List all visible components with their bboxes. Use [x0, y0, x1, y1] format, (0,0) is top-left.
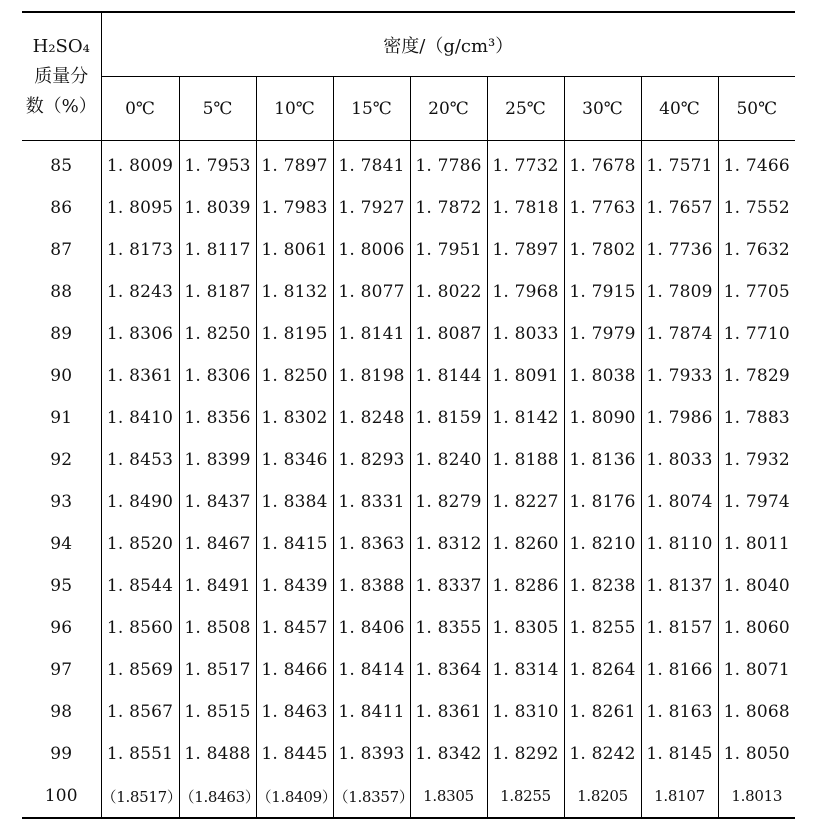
temperature-header: 40℃ [641, 77, 718, 141]
density-cell: 1. 8410 [101, 397, 179, 439]
density-cell: 1. 8264 [564, 649, 641, 691]
table-row [22, 481, 795, 523]
table-row [22, 397, 795, 439]
density-cell: 1. 8238 [564, 565, 641, 607]
density-cell: 1. 8142 [487, 397, 564, 439]
density-cell: 1. 8176 [564, 481, 641, 523]
density-cell: 1. 8137 [641, 565, 718, 607]
density-cell: 1. 8439 [256, 565, 333, 607]
table-row [22, 775, 795, 818]
density-cell: 1. 8248 [333, 397, 410, 439]
concentration-cell: 99 [50, 744, 73, 764]
density-cell: 1. 8038 [564, 355, 641, 397]
concentration-cell: 92 [50, 450, 73, 470]
density-cell: 1. 8210 [564, 523, 641, 565]
density-cell: 1. 8415 [256, 523, 333, 565]
density-cell: 1. 7552 [718, 187, 795, 229]
density-cell: 1. 8061 [256, 229, 333, 271]
density-cell: 1. 8117 [179, 229, 256, 271]
density-cell: 1.8013 [718, 775, 795, 818]
temperature-header: 5℃ [179, 77, 256, 141]
density-cell: 1. 7953 [179, 141, 256, 188]
density-cell: 1. 8361 [101, 355, 179, 397]
density-cell: 1. 8399 [179, 439, 256, 481]
density-cell: 1. 7732 [487, 141, 564, 188]
density-cell: 1. 8243 [101, 271, 179, 313]
table-row [22, 565, 795, 607]
density-cell: 1. 8306 [101, 313, 179, 355]
density-cell: 1. 8110 [641, 523, 718, 565]
density-cell: 1. 8145 [641, 733, 718, 775]
concentration-cell: 95 [50, 576, 73, 596]
temperature-header: 10℃ [256, 77, 333, 141]
density-cell: （1.8463） [179, 775, 256, 818]
table-row [22, 313, 795, 355]
density-cell: 1. 8227 [487, 481, 564, 523]
concentration-cell: 91 [50, 408, 73, 428]
density-cell: 1. 8314 [487, 649, 564, 691]
density-cell: 1. 7710 [718, 313, 795, 355]
density-cell: 1. 7951 [410, 229, 487, 271]
temperature-header: 25℃ [487, 77, 564, 141]
corner-header [22, 12, 101, 141]
density-cell: 1. 8466 [256, 649, 333, 691]
density-cell: （1.8409） [256, 775, 333, 818]
density-title: 密度/（g/cm³） [101, 12, 795, 77]
concentration-cell: 85 [50, 156, 73, 176]
corner-line-2: 质量分 [34, 65, 89, 87]
concentration-cell: 100 [22, 775, 101, 818]
corner-line-1: H₂SO₄ [32, 35, 90, 57]
density-cell: 1.8205 [564, 775, 641, 818]
density-cell: 1. 8242 [564, 733, 641, 775]
table-row [22, 649, 795, 691]
table-row [22, 691, 795, 733]
density-cell: 1. 8567 [101, 691, 179, 733]
density-cell: 1. 7736 [641, 229, 718, 271]
density-cell: 1. 8074 [641, 481, 718, 523]
table-row [22, 355, 795, 397]
density-cell: 1. 8136 [564, 439, 641, 481]
density-cell: 1. 8411 [333, 691, 410, 733]
density-cell: 1. 8453 [101, 439, 179, 481]
density-cell: 1. 8544 [101, 565, 179, 607]
density-cell: 1. 7979 [564, 313, 641, 355]
density-cell: 1.8107 [641, 775, 718, 818]
density-cell: （1.8517） [101, 775, 179, 818]
temperature-header: 50℃ [718, 77, 795, 141]
density-cell: 1. 8132 [256, 271, 333, 313]
density-cell: 1. 8255 [564, 607, 641, 649]
density-cell: 1. 8356 [179, 397, 256, 439]
density-cell: 1. 8305 [487, 607, 564, 649]
concentration-cell: 93 [50, 492, 73, 512]
density-cell: 1. 8009 [101, 141, 179, 188]
table-row [22, 607, 795, 649]
table-row [22, 523, 795, 565]
density-cell: 1. 8437 [179, 481, 256, 523]
density-cell: 1. 8033 [641, 439, 718, 481]
density-cell: 1. 8384 [256, 481, 333, 523]
density-cell: 1. 8060 [718, 607, 795, 649]
density-cell: 1. 7927 [333, 187, 410, 229]
density-cell: 1. 7872 [410, 187, 487, 229]
concentration-cell: 94 [50, 534, 73, 554]
density-cell: 1. 7763 [564, 187, 641, 229]
density-cell: 1. 8077 [333, 271, 410, 313]
density-cell: 1. 8337 [410, 565, 487, 607]
density-cell: 1. 8095 [101, 187, 179, 229]
density-cell: 1. 8355 [410, 607, 487, 649]
density-cell: 1. 8011 [718, 523, 795, 565]
density-cell: 1. 8517 [179, 649, 256, 691]
density-cell: 1. 8163 [641, 691, 718, 733]
density-cell: 1. 8022 [410, 271, 487, 313]
density-cell: 1. 8463 [256, 691, 333, 733]
density-cell: 1. 8188 [487, 439, 564, 481]
concentration-cell: 96 [50, 618, 73, 638]
density-cell: 1. 8240 [410, 439, 487, 481]
density-cell: 1. 7932 [718, 439, 795, 481]
density-cell: 1. 8310 [487, 691, 564, 733]
density-cell: 1. 8050 [718, 733, 795, 775]
concentration-cell: 89 [50, 324, 73, 344]
density-cell: 1. 7705 [718, 271, 795, 313]
density-cell: 1. 8457 [256, 607, 333, 649]
density-cell: 1. 8388 [333, 565, 410, 607]
density-cell: 1. 8141 [333, 313, 410, 355]
temperature-header: 30℃ [564, 77, 641, 141]
density-cell: 1. 8157 [641, 607, 718, 649]
density-cell: 1. 8261 [564, 691, 641, 733]
density-cell: 1. 8364 [410, 649, 487, 691]
density-cell: 1. 8488 [179, 733, 256, 775]
density-cell: 1. 8491 [179, 565, 256, 607]
table-row [22, 187, 795, 229]
density-cell: 1. 8346 [256, 439, 333, 481]
density-cell: 1. 8363 [333, 523, 410, 565]
density-cell: 1. 8508 [179, 607, 256, 649]
density-cell: 1. 7632 [718, 229, 795, 271]
density-cell: 1. 7678 [564, 141, 641, 188]
concentration-cell: 90 [50, 366, 73, 386]
density-cell: 1. 8286 [487, 565, 564, 607]
corner-line-3: 数（%） [25, 95, 97, 117]
concentration-cell: 88 [50, 282, 73, 302]
density-cell: 1. 8312 [410, 523, 487, 565]
density-cell: 1. 7818 [487, 187, 564, 229]
density-cell: 1. 8331 [333, 481, 410, 523]
density-cell: 1. 7983 [256, 187, 333, 229]
density-cell: 1. 7829 [718, 355, 795, 397]
temperature-header: 0℃ [101, 77, 179, 141]
density-cell: 1. 7571 [641, 141, 718, 188]
density-cell: 1. 7915 [564, 271, 641, 313]
density-cell: 1. 7933 [641, 355, 718, 397]
density-cell: 1. 8091 [487, 355, 564, 397]
density-cell: 1. 8361 [410, 691, 487, 733]
density-cell: 1. 8159 [410, 397, 487, 439]
density-cell: 1. 8187 [179, 271, 256, 313]
density-cell: 1. 7883 [718, 397, 795, 439]
density-cell: 1. 7786 [410, 141, 487, 188]
density-cell: （1.8357） [333, 775, 410, 818]
concentration-cell: 98 [50, 702, 73, 722]
density-cell: 1. 8292 [487, 733, 564, 775]
density-cell: 1. 8467 [179, 523, 256, 565]
density-cell: 1. 8195 [256, 313, 333, 355]
temperature-header: 15℃ [333, 77, 410, 141]
density-cell: 1. 7802 [564, 229, 641, 271]
concentration-cell: 86 [50, 198, 73, 218]
density-cell: 1. 8033 [487, 313, 564, 355]
density-cell: 1. 8173 [101, 229, 179, 271]
density-cell: 1. 7968 [487, 271, 564, 313]
density-cell: 1. 8445 [256, 733, 333, 775]
density-cell: 1. 8279 [410, 481, 487, 523]
density-cell: 1. 8250 [179, 313, 256, 355]
density-cell: 1. 8569 [101, 649, 179, 691]
density-cell: 1. 7986 [641, 397, 718, 439]
density-cell: 1. 8144 [410, 355, 487, 397]
density-cell: 1. 8520 [101, 523, 179, 565]
density-cell: 1. 8250 [256, 355, 333, 397]
concentration-cell: 87 [50, 240, 73, 260]
density-cell: 1. 8551 [101, 733, 179, 775]
density-cell: 1. 8406 [333, 607, 410, 649]
density-cell: 1. 8198 [333, 355, 410, 397]
density-cell: 1. 8306 [179, 355, 256, 397]
density-cell: 1. 7466 [718, 141, 795, 188]
density-cell: 1. 7809 [641, 271, 718, 313]
density-cell: 1. 7897 [256, 141, 333, 188]
density-cell: 1. 8071 [718, 649, 795, 691]
density-cell: 1. 7974 [718, 481, 795, 523]
density-cell: 1. 8302 [256, 397, 333, 439]
concentration-cell: 97 [50, 660, 73, 680]
density-cell: 1. 8166 [641, 649, 718, 691]
table-row [22, 141, 795, 188]
density-cell: 1. 7874 [641, 313, 718, 355]
table-row [22, 271, 795, 313]
density-table [22, 11, 795, 819]
temperature-header: 20℃ [410, 77, 487, 141]
table-row [22, 439, 795, 481]
density-cell: 1. 8040 [718, 565, 795, 607]
density-cell: 1. 7841 [333, 141, 410, 188]
density-cell: 1. 8090 [564, 397, 641, 439]
density-cell: 1. 8039 [179, 187, 256, 229]
table-row [22, 733, 795, 775]
density-cell: 1. 7897 [487, 229, 564, 271]
density-cell: 1. 8515 [179, 691, 256, 733]
density-cell: 1. 8068 [718, 691, 795, 733]
density-cell: 1.8305 [410, 775, 487, 818]
density-cell: 1. 8006 [333, 229, 410, 271]
table-row [22, 229, 795, 271]
density-cell: 1. 8560 [101, 607, 179, 649]
density-cell: 1. 8260 [487, 523, 564, 565]
density-cell: 1. 8490 [101, 481, 179, 523]
density-cell: 1.8255 [487, 775, 564, 818]
density-cell: 1. 8414 [333, 649, 410, 691]
density-cell: 1. 8293 [333, 439, 410, 481]
density-cell: 1. 7657 [641, 187, 718, 229]
density-cell: 1. 8087 [410, 313, 487, 355]
density-cell: 1. 8342 [410, 733, 487, 775]
density-cell: 1. 8393 [333, 733, 410, 775]
